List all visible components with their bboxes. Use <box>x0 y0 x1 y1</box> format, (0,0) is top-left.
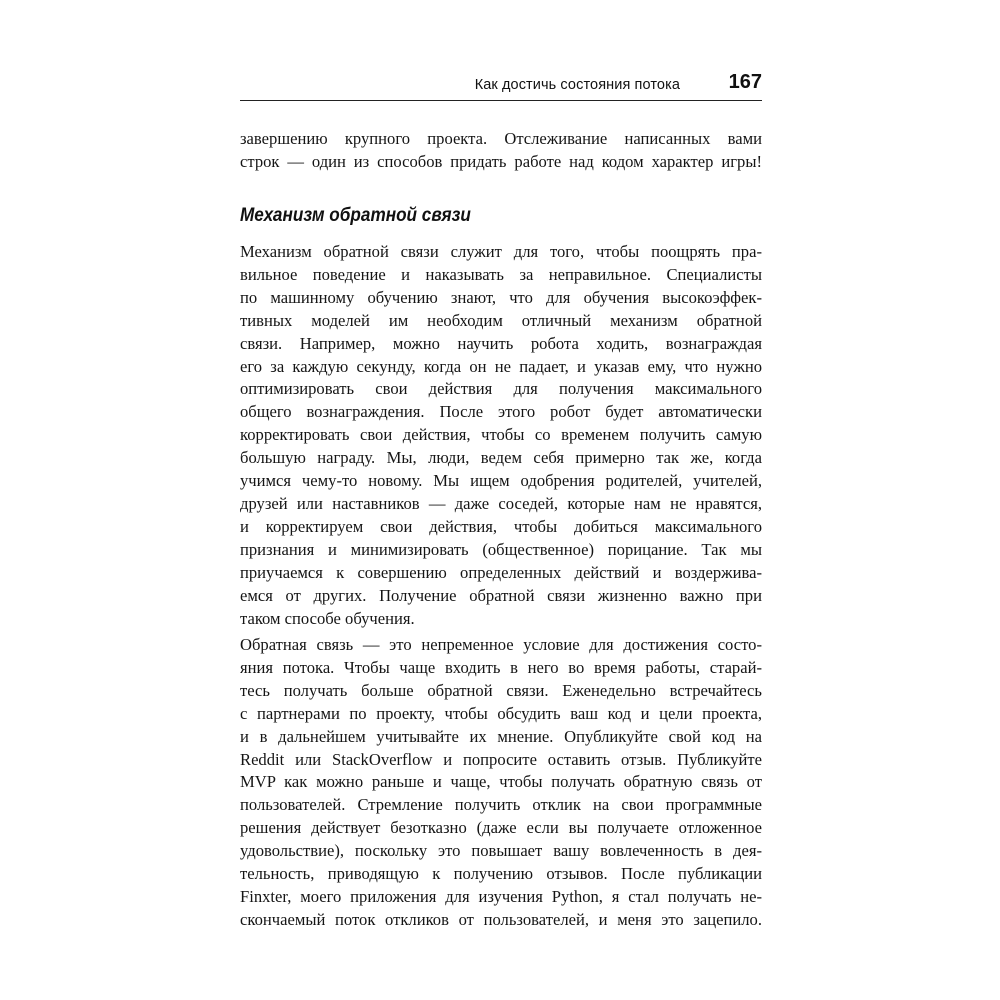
text-line: общего вознаграждения. После этого робот будет автоматически <box>240 402 762 422</box>
text-line: признания и минимизировать (общественное) порицание. Так мы <box>240 539 762 559</box>
section-heading: Механизм обратной связи <box>240 204 471 226</box>
text-line: таком способе обучения. <box>240 608 415 628</box>
text-line: MVP как можно раньше и чаще, чтобы получать обратную связь от <box>240 772 762 792</box>
running-head-title: Как достичь состояния потока <box>474 77 680 93</box>
text-line: друзей или наставников — даже соседей, которые нам не нравятся, <box>240 493 762 513</box>
text-line: скончаемый поток откликов от пользователей, и меня это зацепило. <box>240 909 762 929</box>
text-line: завершению крупного проекта. Отслеживание написанных вами <box>240 129 762 148</box>
text-line: тивных моделей им необходим отличный механизм обратной <box>240 310 762 330</box>
text-line: по машинному обучению знают, что для обучения высокоэффек- <box>240 287 762 307</box>
continuation-paragraph <box>240 128 762 174</box>
running-head <box>240 70 762 101</box>
paragraph-feedback-mechanism <box>240 241 762 630</box>
text-line: Обратная связь — это непременное условие для достижения состо- <box>240 635 762 654</box>
text-line: Finxter, моего приложения для изучения Python, я стал получать не- <box>240 886 762 906</box>
text-line: вильное поведение и наказывать за неправильное. Специалисты <box>240 264 762 284</box>
text-line: корректировать свои действия, чтобы со временем получить самую <box>240 425 762 445</box>
page-number: 167 <box>728 71 762 93</box>
text-line: и корректируем свои действия, чтобы добиться максимального <box>240 516 762 536</box>
text-line: решения действует безотказно (даже если вы получаете отложенное <box>240 818 762 838</box>
text-line: пользователей. Стремление получить отклик на свои программные <box>240 795 762 815</box>
text-line: оптимизировать свои действия для получения максимального <box>240 379 762 399</box>
text-line: большую награду. Мы, люди, ведем себя примерно так же, когда <box>240 448 762 468</box>
text-line: тесь получать больше обратной связи. Еженедельно встречайтесь <box>240 680 762 700</box>
text-line: удовольствие), поскольку это повышает вашу вовлеченность в дея- <box>240 841 762 861</box>
text-line: приучаемся к совершению определенных действий и воздержива- <box>240 562 762 582</box>
text-line: Reddit или StackOverflow и попросите оставить отзыв. Публикуйте <box>240 749 762 769</box>
text-line: связи. Например, можно научить робота ходить, вознаграждая <box>240 333 762 353</box>
text-line: его за каждую секунду, когда он не падает, и указав ему, что нужно <box>240 356 762 376</box>
text-line: и в дальнейшем учитывайте их мнение. Опубликуйте свой код на <box>240 726 762 746</box>
text-line: яния потока. Чтобы чаще входить в него во время работы, старай- <box>240 657 762 677</box>
text-line: тельность, приводящую к получению отзывов. После публикации <box>240 864 762 884</box>
text-line: Механизм обратной связи служит для того, чтобы поощрять пра- <box>240 242 762 261</box>
text-line: с партнерами по проекту, чтобы обсудить ваш код и цели проекта, <box>240 703 762 723</box>
text-line: учимся чему-то новому. Мы ищем одобрения родителей, учителей, <box>240 471 762 491</box>
text-line: строк — один из способов придать работе над кодом характер игры! <box>240 151 762 171</box>
text-line: емся от других. Получение обратной связи жизненно важно при <box>240 585 762 605</box>
paragraph-feedback-flow <box>240 634 762 932</box>
